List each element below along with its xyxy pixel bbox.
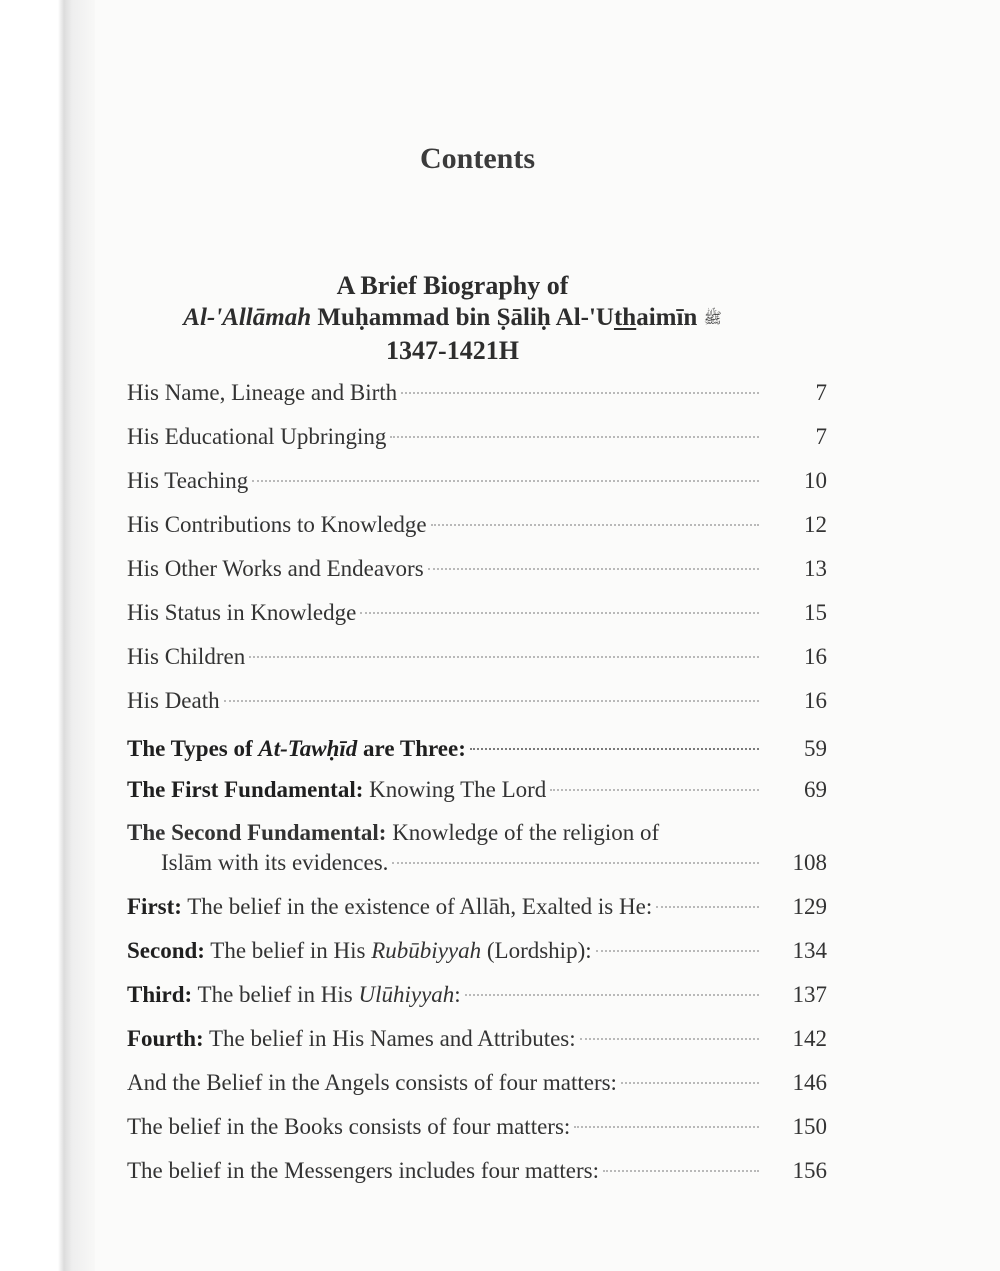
biography-heading: [0, 270, 905, 367]
toc-entry[interactable]: [127, 555, 827, 583]
entry-bold-label: The First Fundamental:: [127, 777, 364, 802]
toc-entry-page: 10: [804, 468, 827, 493]
toc-entry-text: [127, 1025, 576, 1053]
dot-leader: [656, 906, 759, 908]
entry-bold-label: Fourth:: [127, 1026, 204, 1051]
toc-entry-page: 13: [804, 556, 827, 581]
entry-bold-label: Second:: [127, 938, 205, 963]
biography-name-part2: aimīn: [636, 304, 698, 331]
toc-entry-page: 156: [792, 1158, 827, 1183]
dot-leader: [224, 700, 759, 702]
dot-leader: [428, 568, 759, 570]
toc-entry-page: 142: [792, 1026, 827, 1051]
types-text-a: The Types of: [127, 736, 259, 761]
types-text-italic: At-Tawḥīd: [258, 736, 358, 761]
toc-entry-text: [127, 937, 592, 965]
toc-entry-first[interactable]: [127, 893, 827, 921]
dot-leader: [621, 1082, 759, 1084]
toc-entry-page: 150: [792, 1114, 827, 1139]
dot-leader: [249, 656, 759, 658]
dot-leader: [580, 1038, 759, 1040]
spine-shadow: [0, 0, 95, 1271]
toc-entry-fourth[interactable]: [127, 1025, 827, 1053]
honorific-glyph: ﷺ: [703, 311, 722, 327]
toc-entry-page: 16: [804, 688, 827, 713]
toc-entry-page: 59: [804, 736, 827, 761]
biography-heading-years: 1347-1421H: [386, 336, 519, 365]
toc-entry-text: His Death: [127, 688, 220, 713]
toc-entry-second[interactable]: [127, 937, 827, 965]
dot-leader: [596, 950, 759, 952]
toc-entry[interactable]: [127, 511, 827, 539]
entry-text: Knowledge of the religion of: [386, 820, 660, 845]
entry-italic: Rubūbiyyah: [371, 938, 482, 963]
dot-leader: [431, 524, 759, 526]
biography-heading-line2: [0, 302, 905, 335]
dot-leader: [603, 1170, 759, 1172]
toc-entry-types-of-tawhid[interactable]: [127, 735, 827, 763]
toc-entry-page: 12: [804, 512, 827, 537]
types-text-b: are Three:: [357, 736, 466, 761]
toc-entry-page: 69: [804, 777, 827, 802]
page-title: Contents: [419, 142, 535, 175]
toc-entry-second-fundamental-line1[interactable]: [127, 819, 775, 847]
toc-entry-text: And the Belief in the Angels consists of four matters:: [127, 1070, 617, 1095]
toc-entry-page: 134: [792, 938, 827, 963]
toc-entry[interactable]: [127, 643, 827, 671]
toc-entry-third[interactable]: [127, 981, 827, 1009]
toc-entry-text: His Educational Upbringing: [127, 424, 387, 449]
toc-entry-text: His Name, Lineage and Birth: [127, 380, 398, 405]
toc-entry-text: [127, 735, 466, 763]
entry-text: The belief in the existence of Allāh, Exalted is He:: [181, 894, 653, 919]
toc-entry-text: [127, 776, 546, 804]
dot-leader: [252, 480, 759, 482]
entry-text: The belief in His Names and Attributes:: [203, 1026, 576, 1051]
dot-leader: [360, 612, 759, 614]
entry-bold-label: Third:: [127, 982, 193, 1007]
toc-entry-page: 7: [815, 424, 827, 449]
dot-leader: [392, 862, 759, 864]
toc-entry-page: 108: [792, 850, 827, 875]
biography-name-part1: Muḥammad bin Ṣāliḥ Al-'U: [311, 304, 614, 331]
entry-bold-label: First:: [127, 894, 182, 919]
entry-text: :: [454, 982, 461, 1007]
toc-entry-text: Islām with its evidences.: [161, 850, 389, 875]
toc-entry-messengers[interactable]: [127, 1157, 827, 1185]
toc-entry-page: 129: [792, 894, 827, 919]
toc-entry[interactable]: [127, 599, 827, 627]
toc-entry-second-fundamental-line2[interactable]: [127, 849, 827, 877]
toc-entry-text: His Children: [127, 644, 246, 669]
toc-entry-page: 15: [804, 600, 827, 625]
toc-entry[interactable]: [127, 379, 827, 407]
dot-leader: [401, 392, 759, 394]
biography-name-underlined: th: [613, 304, 637, 331]
toc-entry-first-fundamental[interactable]: [127, 776, 827, 804]
entry-italic: Ulūhiyyah: [358, 982, 455, 1007]
toc-entry-page: 137: [792, 982, 827, 1007]
toc-entry-text: [127, 893, 652, 921]
toc-entry-text: The belief in the Messengers includes four matters:: [127, 1158, 599, 1183]
dot-leader: [390, 436, 759, 438]
toc-entry-text: His Teaching: [127, 468, 249, 493]
toc-entry-page: 16: [804, 644, 827, 669]
toc-entry[interactable]: [127, 687, 827, 715]
dot-leader: [550, 789, 759, 791]
toc-entry-text: [127, 981, 461, 1009]
toc-entry-books[interactable]: [127, 1113, 827, 1141]
toc-entry[interactable]: [127, 467, 827, 495]
dot-leader: [465, 994, 759, 996]
entry-bold-label: The Second Fundamental:: [127, 820, 387, 845]
toc-entry-text: The belief in the Books consists of four matters:: [127, 1114, 571, 1139]
entry-text: Knowing The Lord: [363, 777, 547, 802]
toc-entry-page: 7: [815, 380, 827, 405]
entry-text: The belief in His: [204, 938, 372, 963]
toc-entry-angels[interactable]: [127, 1069, 827, 1097]
dot-leader: [470, 748, 759, 750]
toc-entry-text: His Other Works and Endeavors: [127, 556, 424, 581]
toc-entry-text: His Status in Knowledge: [127, 600, 357, 625]
biography-title-italic: Al-'Allāmah: [183, 304, 312, 331]
dot-leader: [574, 1126, 759, 1128]
toc-entry-page: 146: [792, 1070, 827, 1095]
toc-entry[interactable]: [127, 423, 827, 451]
entry-text: The belief in His: [192, 982, 359, 1007]
biography-heading-line1: A Brief Biography of: [336, 271, 569, 300]
toc-entry-text: His Contributions to Knowledge: [127, 512, 427, 537]
entry-text: (Lordship):: [481, 938, 592, 963]
